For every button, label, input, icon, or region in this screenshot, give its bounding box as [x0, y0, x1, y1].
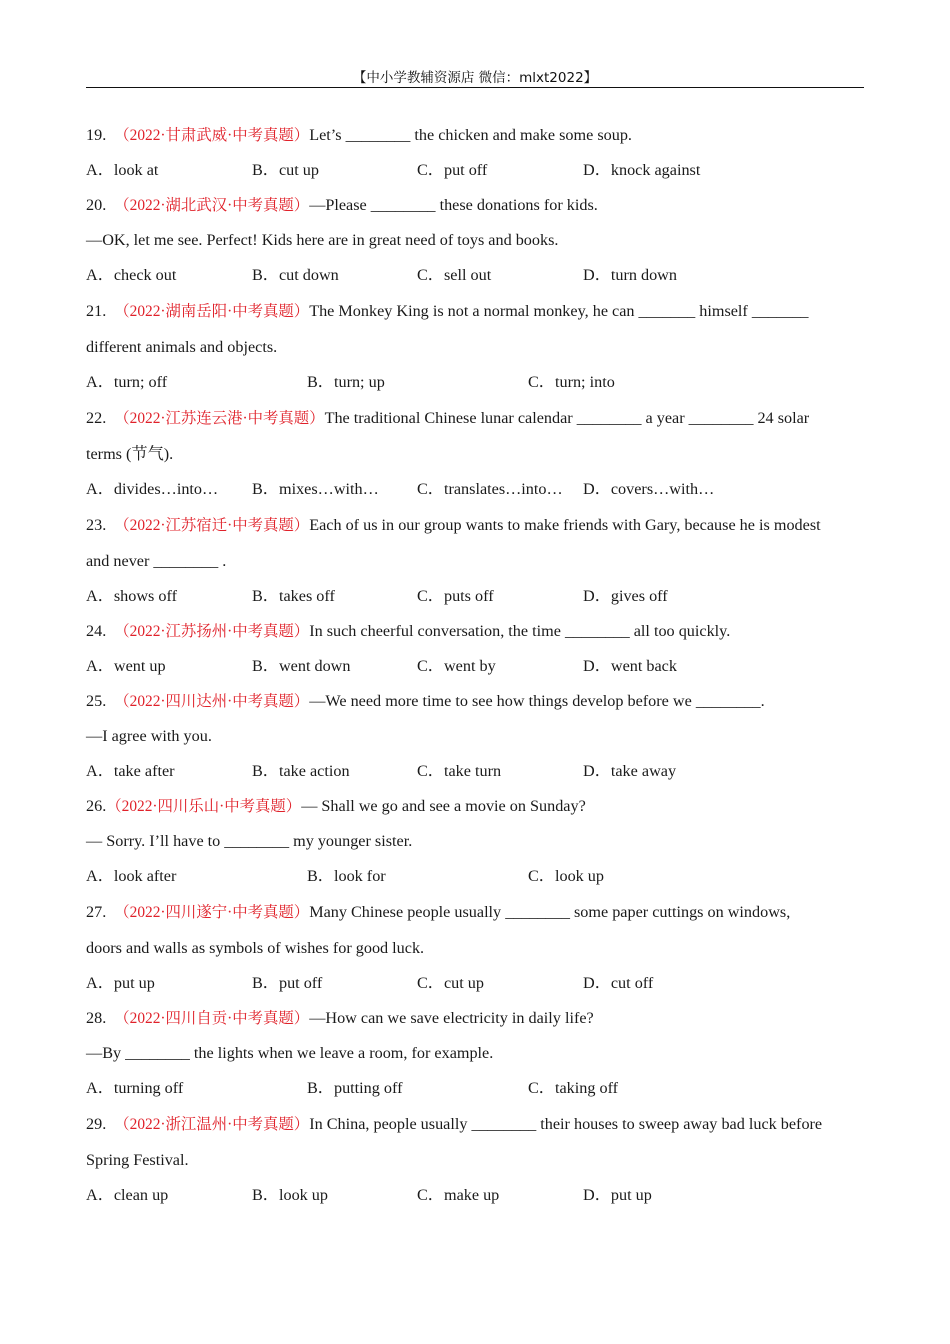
question-stem: [86, 1106, 864, 1143]
question-item: [86, 400, 864, 507]
answer-option[interactable]: C．cut up: [417, 974, 484, 992]
answer-option[interactable]: C．puts off: [417, 587, 494, 605]
answer-options: [86, 1071, 864, 1106]
question-source: （2022·江苏扬州·中考真题）: [114, 623, 310, 640]
answer-options: [86, 754, 864, 789]
question-stem-continued: terms (节气).: [86, 445, 174, 463]
answer-option[interactable]: D．covers…with…: [583, 480, 715, 498]
question-source: （2022·湖北武汉·中考真题）: [114, 197, 310, 214]
question-item: [86, 118, 864, 188]
answer-option[interactable]: A．put up: [86, 974, 155, 992]
question-item: [86, 1106, 864, 1213]
question-number: 22.: [86, 409, 107, 427]
answer-option[interactable]: D．knock against: [583, 161, 701, 179]
question-stem: [86, 614, 864, 649]
answer-option[interactable]: A．look after: [86, 867, 177, 885]
answer-option[interactable]: B．putting off: [307, 1079, 403, 1097]
question-source: （2022·江苏宿迁·中考真题）: [114, 517, 310, 534]
question-source: （2022·四川达州·中考真题）: [114, 693, 310, 710]
question-stem: [86, 684, 864, 719]
question-item: [86, 684, 864, 789]
question-number: 23.: [86, 516, 107, 534]
question-stem-continued: doors and walls as symbols of wishes for good luck.: [86, 939, 425, 957]
question-item: [86, 789, 864, 894]
answer-option[interactable]: B．cut up: [252, 161, 319, 179]
answer-option[interactable]: D．cut off: [583, 974, 654, 992]
answer-option[interactable]: C．went by: [417, 657, 496, 675]
question-stem-continued: Spring Festival.: [86, 1151, 189, 1169]
question-source: （2022·湖南岳阳·中考真题）: [114, 303, 310, 320]
answer-option[interactable]: C．take turn: [417, 762, 502, 780]
question-source: （2022·江苏连云港·中考真题）: [114, 410, 325, 427]
answer-option[interactable]: B．cut down: [252, 266, 339, 284]
question-stem: [86, 293, 864, 330]
answer-option[interactable]: C．put off: [417, 161, 488, 179]
answer-option[interactable]: B．look for: [307, 867, 386, 885]
question-stem-continued: —By ________ the lights when we leave a room, for example.: [86, 1044, 494, 1062]
question-item: [86, 293, 864, 400]
answer-option[interactable]: B．went down: [252, 657, 351, 675]
answer-option[interactable]: D．gives off: [583, 587, 668, 605]
answer-option[interactable]: D．take away: [583, 762, 677, 780]
question-text: The Monkey King is not a normal monkey, he can _______ himself _______: [309, 302, 809, 320]
question-list: [86, 118, 864, 1213]
question-number: 19.: [86, 126, 107, 144]
answer-option[interactable]: D．went back: [583, 657, 677, 675]
question-stem: [86, 1001, 864, 1036]
question-number: 29.: [86, 1115, 107, 1133]
answer-option[interactable]: C．taking off: [528, 1079, 619, 1097]
answer-option[interactable]: A．look at: [86, 161, 159, 179]
question-text: —We need more time to see how things develop before we ________.: [309, 692, 765, 710]
answer-option[interactable]: A．went up: [86, 657, 166, 675]
question-text: The traditional Chinese lunar calendar ________ a year ________ 24 solar: [324, 409, 810, 427]
question-stem-continued: —I agree with you.: [86, 727, 212, 745]
question-stem-continued: — Sorry. I’ll have to ________ my younger sister.: [86, 832, 413, 850]
answer-options: [86, 365, 864, 400]
question-stem: [86, 188, 864, 223]
question-text: Let’s ________ the chicken and make some soup.: [309, 126, 632, 144]
answer-option[interactable]: D．turn down: [583, 266, 677, 284]
answer-options: [86, 966, 864, 1001]
question-number: 20.: [86, 196, 107, 214]
question-stem: [86, 789, 864, 824]
question-item: [86, 1001, 864, 1106]
question-stem: [86, 118, 864, 153]
answer-options: [86, 472, 864, 507]
answer-option[interactable]: A．clean up: [86, 1186, 169, 1204]
question-text: —Please ________ these donations for kids.: [309, 196, 598, 214]
question-source: （2022·浙江温州·中考真题）: [114, 1116, 310, 1133]
answer-option[interactable]: A．turn; off: [86, 373, 168, 391]
answer-option[interactable]: D．put up: [583, 1186, 652, 1204]
answer-option[interactable]: B．mixes…with…: [252, 480, 379, 498]
question-number: 26.: [86, 797, 107, 815]
answer-options: [86, 649, 864, 684]
question-stem-continued: —OK, let me see. Perfect! Kids here are in great need of toys and books.: [86, 231, 559, 249]
question-number: 25.: [86, 692, 107, 710]
question-text: —How can we save electricity in daily life?: [309, 1009, 594, 1027]
question-item: [86, 894, 864, 1001]
question-stem: [86, 400, 864, 437]
question-text: Each of us in our group wants to make friends with Gary, because he is modest: [309, 516, 821, 534]
answer-option[interactable]: C．sell out: [417, 266, 492, 284]
question-text: In China, people usually ________ their houses to sweep away bad luck before: [309, 1115, 823, 1133]
question-text: Many Chinese people usually ________ some paper cuttings on windows,: [309, 903, 791, 921]
question-source: （2022·四川自贡·中考真题）: [114, 1010, 310, 1027]
question-stem-continued: different animals and objects.: [86, 338, 278, 356]
question-number: 28.: [86, 1009, 107, 1027]
answer-options: [86, 579, 864, 614]
question-number: 24.: [86, 622, 107, 640]
answer-option[interactable]: B．take action: [252, 762, 350, 780]
question-text: In such cheerful conversation, the time ________ all too quickly.: [309, 622, 731, 640]
answer-option[interactable]: A．take after: [86, 762, 175, 780]
question-stem-continued: and never ________ .: [86, 552, 227, 570]
question-item: [86, 188, 864, 293]
question-number: 27.: [86, 903, 107, 921]
question-text: — Shall we go and see a movie on Sunday?: [301, 797, 586, 815]
page-header: 【中小学教辅资源店 微信：mlxt2022】: [352, 70, 598, 86]
answer-option[interactable]: B．takes off: [252, 587, 335, 605]
answer-options: [86, 1178, 864, 1213]
answer-options: [86, 258, 864, 293]
answer-option[interactable]: C．translates…into…: [417, 480, 563, 498]
answer-option[interactable]: B．look up: [252, 1186, 328, 1204]
answer-options: [86, 153, 864, 188]
answer-option[interactable]: A．turning off: [86, 1079, 184, 1097]
question-item: [86, 507, 864, 614]
answer-option[interactable]: C．turn; into: [528, 373, 615, 391]
answer-option[interactable]: B．put off: [252, 974, 323, 992]
answer-option[interactable]: A．divides…into…: [86, 480, 219, 498]
question-source: （2022·四川遂宁·中考真题）: [114, 904, 310, 921]
answer-options: [86, 859, 864, 894]
question-source: （2022·甘肃武威·中考真题）: [114, 127, 310, 144]
question-stem: [86, 894, 864, 931]
header-divider: [86, 87, 864, 88]
answer-option[interactable]: B．turn; up: [307, 373, 385, 391]
question-source: （2022·四川乐山·中考真题）: [106, 798, 302, 815]
question-stem: [86, 507, 864, 544]
answer-option[interactable]: C．look up: [528, 867, 604, 885]
answer-option[interactable]: A．shows off: [86, 587, 177, 605]
answer-option[interactable]: C．make up: [417, 1186, 500, 1204]
answer-option[interactable]: A．check out: [86, 266, 177, 284]
question-number: 21.: [86, 302, 107, 320]
question-item: [86, 614, 864, 684]
